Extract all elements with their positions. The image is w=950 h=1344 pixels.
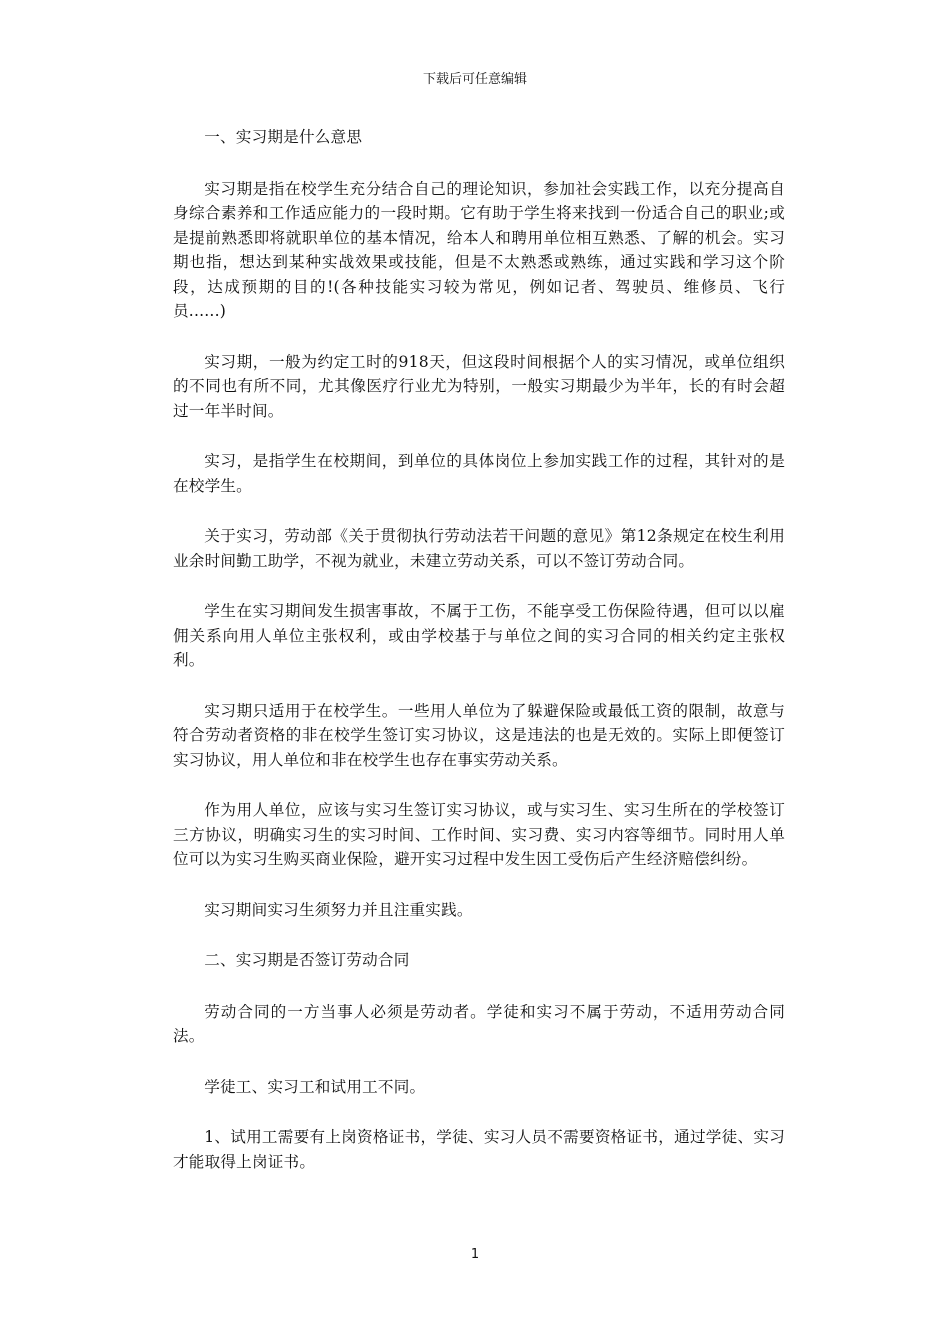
- paragraph: 实习期间实习生须努力并且注重实践。: [204, 900, 473, 919]
- paragraph: 实习期，一般为约定工时的918天，但这段时间根据个人的实习情况，或单位组织的不同也有所不同，尤其像医疗行业尤为特别，一般实习期最少为半年，长的有时会超过一年半时间。: [173, 352, 785, 420]
- paragraph: 学生在实习期间发生损害事故，不属于工伤，不能享受工伤保险待遇，但可以以雇佣关系向用人单位主张权利，或由学校基于与单位之间的实习合同的相关约定主张权利。: [173, 602, 785, 669]
- page-number: 1: [470, 1247, 480, 1262]
- section-heading: 二、实习期是否签订劳动合同: [204, 951, 410, 969]
- paragraph: 1、试用工需要有上岗资格证书，学徒、实习人员不需要资格证书，通过学徒、实习才能取得上岗证书。: [173, 1128, 785, 1171]
- paragraph: 实习期是指在校学生充分结合自己的理论知识，参加社会实践工作，以充分提高自身综合素养和工作适应能力的一段时期。它有助于学生将来找到一份适合自己的职业;或是提前熟悉即将就职单位的基本情况，给本人和聘用单位相互熟悉、了解的机会。实习期也指，想达到某种实战效果或技能，但是不太熟悉或熟练，通过实践和学习这个阶段，达成预期的目的!(各种技能实习较为常见，例如记者、驾驶员、维修员、飞行员......): [173, 179, 785, 320]
- document-body: [173, 125, 785, 1200]
- paragraph: 劳动合同的一方当事人必须是劳动者。学徒和实习不属于劳动，不适用劳动合同法。: [173, 1002, 785, 1045]
- paragraph: 作为用人单位，应该与实习生签订实习协议，或与实习生、实习生所在的学校签订三方协议，明确实习生的实习时间、工作时间、实习费、实习内容等细节。同时用人单位可以为实习生购买商业保险，避开实习过程中发生因工受伤后产生经济赔偿纠纷。: [173, 801, 785, 868]
- download-note: 下载后可任意编辑: [422, 72, 527, 87]
- paragraph: 实习，是指学生在校期间，到单位的具体岗位上参加实践工作的过程，其针对的是在校学生。: [173, 452, 785, 495]
- section-heading: 一、实习期是什么意思: [204, 128, 363, 146]
- paragraph: 实习期只适用于在校学生。一些用人单位为了躲避保险或最低工资的限制，故意与符合劳动者资格的非在校学生签订实习协议，这是违法的也是无效的。实际上即便签订实习协议，用人单位和非在校学生也存在事实劳动关系。: [173, 701, 785, 769]
- paragraph: 学徒工、实习工和试用工不同。: [204, 1077, 426, 1096]
- paragraph: 关于实习，劳动部《关于贯彻执行劳动法若干问题的意见》第12条规定在校生利用业余时间勤工助学，不视为就业，未建立劳动关系，可以不签订劳动合同。: [173, 527, 785, 570]
